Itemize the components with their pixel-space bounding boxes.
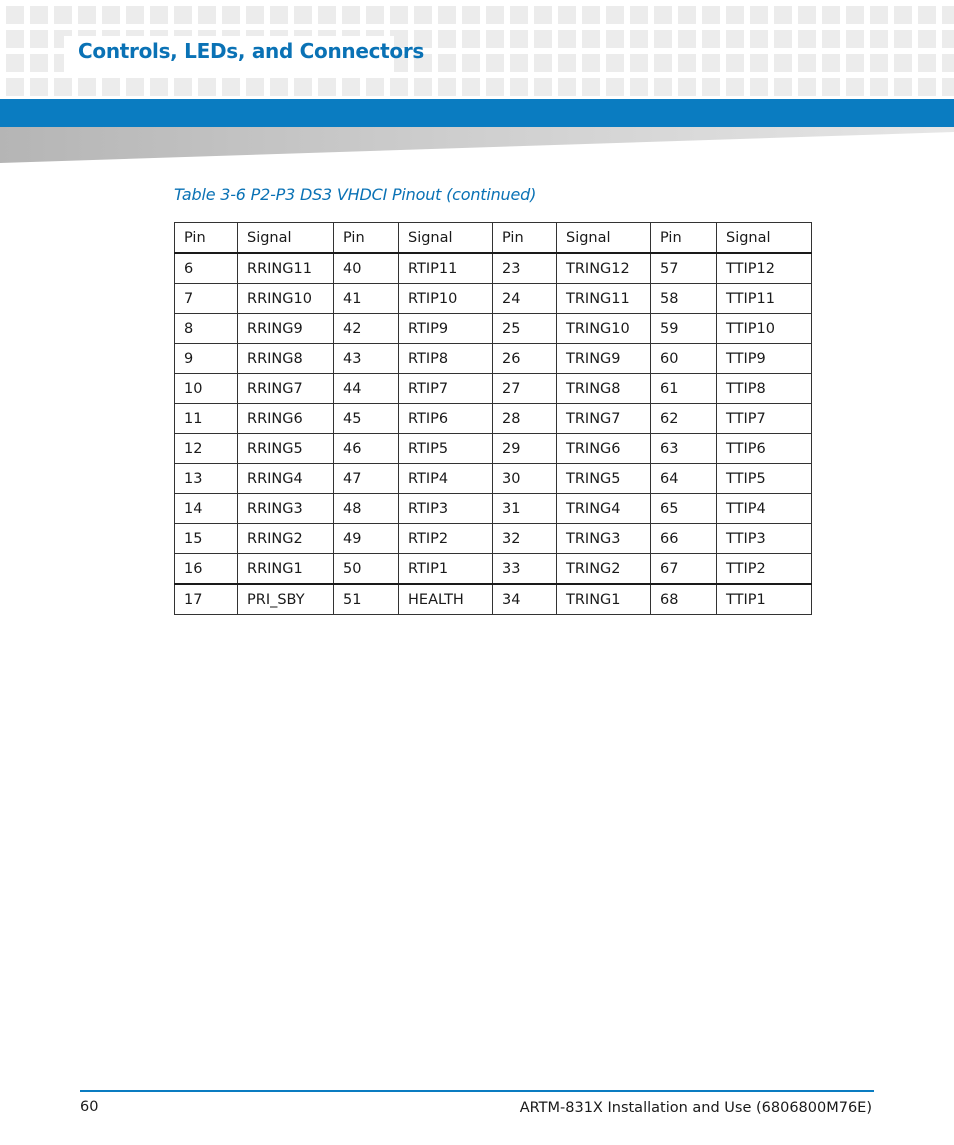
table-header-row [175, 223, 812, 254]
table-cell: 63 [651, 434, 717, 464]
table-cell: 47 [334, 464, 399, 494]
table-cell: RTIP6 [399, 404, 493, 434]
column-header: Signal [399, 223, 493, 254]
table-cell: RTIP8 [399, 344, 493, 374]
table-cell: 66 [651, 524, 717, 554]
table-cell: 27 [493, 374, 557, 404]
table-row [175, 464, 812, 494]
table-cell: 28 [493, 404, 557, 434]
table-cell: TTIP11 [717, 284, 812, 314]
table-cell: 40 [334, 253, 399, 284]
table-cell: 57 [651, 253, 717, 284]
table-caption: Table 3-6 P2-P3 DS3 VHDCI Pinout (continued) [174, 185, 537, 204]
column-header: Signal [717, 223, 812, 254]
header-gray-wedge [0, 127, 954, 163]
column-header: Signal [557, 223, 651, 254]
table-cell: 33 [493, 554, 557, 585]
column-header: Pin [334, 223, 399, 254]
table-cell: 26 [493, 344, 557, 374]
table-cell: 31 [493, 494, 557, 524]
table-cell: 16 [175, 554, 238, 585]
table-cell: RRING10 [238, 284, 334, 314]
table-cell: 34 [493, 584, 557, 615]
table-cell: PRI_SBY [238, 584, 334, 615]
table-cell: RTIP3 [399, 494, 493, 524]
table-cell: 49 [334, 524, 399, 554]
table-cell: 41 [334, 284, 399, 314]
table-cell: RTIP1 [399, 554, 493, 585]
table-cell: 13 [175, 464, 238, 494]
table-cell: 30 [493, 464, 557, 494]
table-cell: TRING10 [557, 314, 651, 344]
table-cell: 44 [334, 374, 399, 404]
table-cell: 24 [493, 284, 557, 314]
header-blue-band [0, 99, 954, 127]
table-cell: TRING6 [557, 434, 651, 464]
table-cell: TRING3 [557, 524, 651, 554]
table-cell: TTIP5 [717, 464, 812, 494]
table-cell: TTIP3 [717, 524, 812, 554]
table-cell: TTIP2 [717, 554, 812, 585]
table-row [175, 344, 812, 374]
table-cell: 29 [493, 434, 557, 464]
table-cell: RRING4 [238, 464, 334, 494]
table-cell: RTIP7 [399, 374, 493, 404]
table-cell: 23 [493, 253, 557, 284]
table-cell: 46 [334, 434, 399, 464]
column-header: Pin [651, 223, 717, 254]
table-cell: TRING4 [557, 494, 651, 524]
table-cell: 32 [493, 524, 557, 554]
table-row [175, 284, 812, 314]
page-title: Controls, LEDs, and Connectors [78, 39, 425, 63]
column-header: Pin [175, 223, 238, 254]
table-cell: RRING2 [238, 524, 334, 554]
pinout-table [174, 222, 812, 615]
table-row [175, 434, 812, 464]
document-title: ARTM-831X Installation and Use (6806800M76E) [519, 1100, 872, 1116]
table-cell: RRING11 [238, 253, 334, 284]
table-cell: TTIP1 [717, 584, 812, 615]
table-cell: RRING8 [238, 344, 334, 374]
table-cell: TTIP10 [717, 314, 812, 344]
table-cell: 62 [651, 404, 717, 434]
table-cell: TRING2 [557, 554, 651, 585]
table-row [175, 554, 812, 585]
table-cell: 67 [651, 554, 717, 585]
table-cell: 9 [175, 344, 238, 374]
table-cell: 58 [651, 284, 717, 314]
table-cell: 12 [175, 434, 238, 464]
table-cell: TRING1 [557, 584, 651, 615]
table-cell: 6 [175, 253, 238, 284]
table-cell: TRING9 [557, 344, 651, 374]
table-cell: 10 [175, 374, 238, 404]
table-cell: RTIP11 [399, 253, 493, 284]
table-cell: 7 [175, 284, 238, 314]
table-row [175, 584, 812, 615]
table-cell: RRING3 [238, 494, 334, 524]
column-header: Pin [493, 223, 557, 254]
table-row [175, 524, 812, 554]
table-cell: 45 [334, 404, 399, 434]
page-number: 60 [80, 1099, 99, 1115]
table-row [175, 314, 812, 344]
table-cell: RTIP5 [399, 434, 493, 464]
table-cell: RRING7 [238, 374, 334, 404]
table-cell: TRING12 [557, 253, 651, 284]
table-cell: TTIP12 [717, 253, 812, 284]
table-cell: RTIP2 [399, 524, 493, 554]
table-cell: TTIP7 [717, 404, 812, 434]
table-cell: 14 [175, 494, 238, 524]
table-cell: RTIP4 [399, 464, 493, 494]
table-cell: TTIP6 [717, 434, 812, 464]
table-cell: TRING7 [557, 404, 651, 434]
table-cell: TRING8 [557, 374, 651, 404]
table-cell: HEALTH [399, 584, 493, 615]
table-cell: RTIP9 [399, 314, 493, 344]
table-cell: 64 [651, 464, 717, 494]
table-cell: TRING11 [557, 284, 651, 314]
table-cell: RRING5 [238, 434, 334, 464]
table-cell: RRING1 [238, 554, 334, 585]
table-cell: 65 [651, 494, 717, 524]
table-cell: 61 [651, 374, 717, 404]
table-cell: 68 [651, 584, 717, 615]
table-row [175, 494, 812, 524]
table-cell: 8 [175, 314, 238, 344]
table-cell: 11 [175, 404, 238, 434]
table-cell: 17 [175, 584, 238, 615]
table-cell: 60 [651, 344, 717, 374]
table-cell: 59 [651, 314, 717, 344]
table-row [175, 404, 812, 434]
table-cell: 50 [334, 554, 399, 585]
table-cell: 48 [334, 494, 399, 524]
table-row [175, 374, 812, 404]
table-body [175, 253, 812, 615]
table-cell: RRING6 [238, 404, 334, 434]
table-cell: 43 [334, 344, 399, 374]
table-cell: TTIP9 [717, 344, 812, 374]
table-cell: 42 [334, 314, 399, 344]
footer-rule [80, 1090, 874, 1092]
table-cell: TTIP4 [717, 494, 812, 524]
table-row [175, 253, 812, 284]
table-cell: 15 [175, 524, 238, 554]
table-cell: TTIP8 [717, 374, 812, 404]
table-cell: RTIP10 [399, 284, 493, 314]
table-cell: RRING9 [238, 314, 334, 344]
table-cell: 25 [493, 314, 557, 344]
table-cell: TRING5 [557, 464, 651, 494]
column-header: Signal [238, 223, 334, 254]
table-cell: 51 [334, 584, 399, 615]
